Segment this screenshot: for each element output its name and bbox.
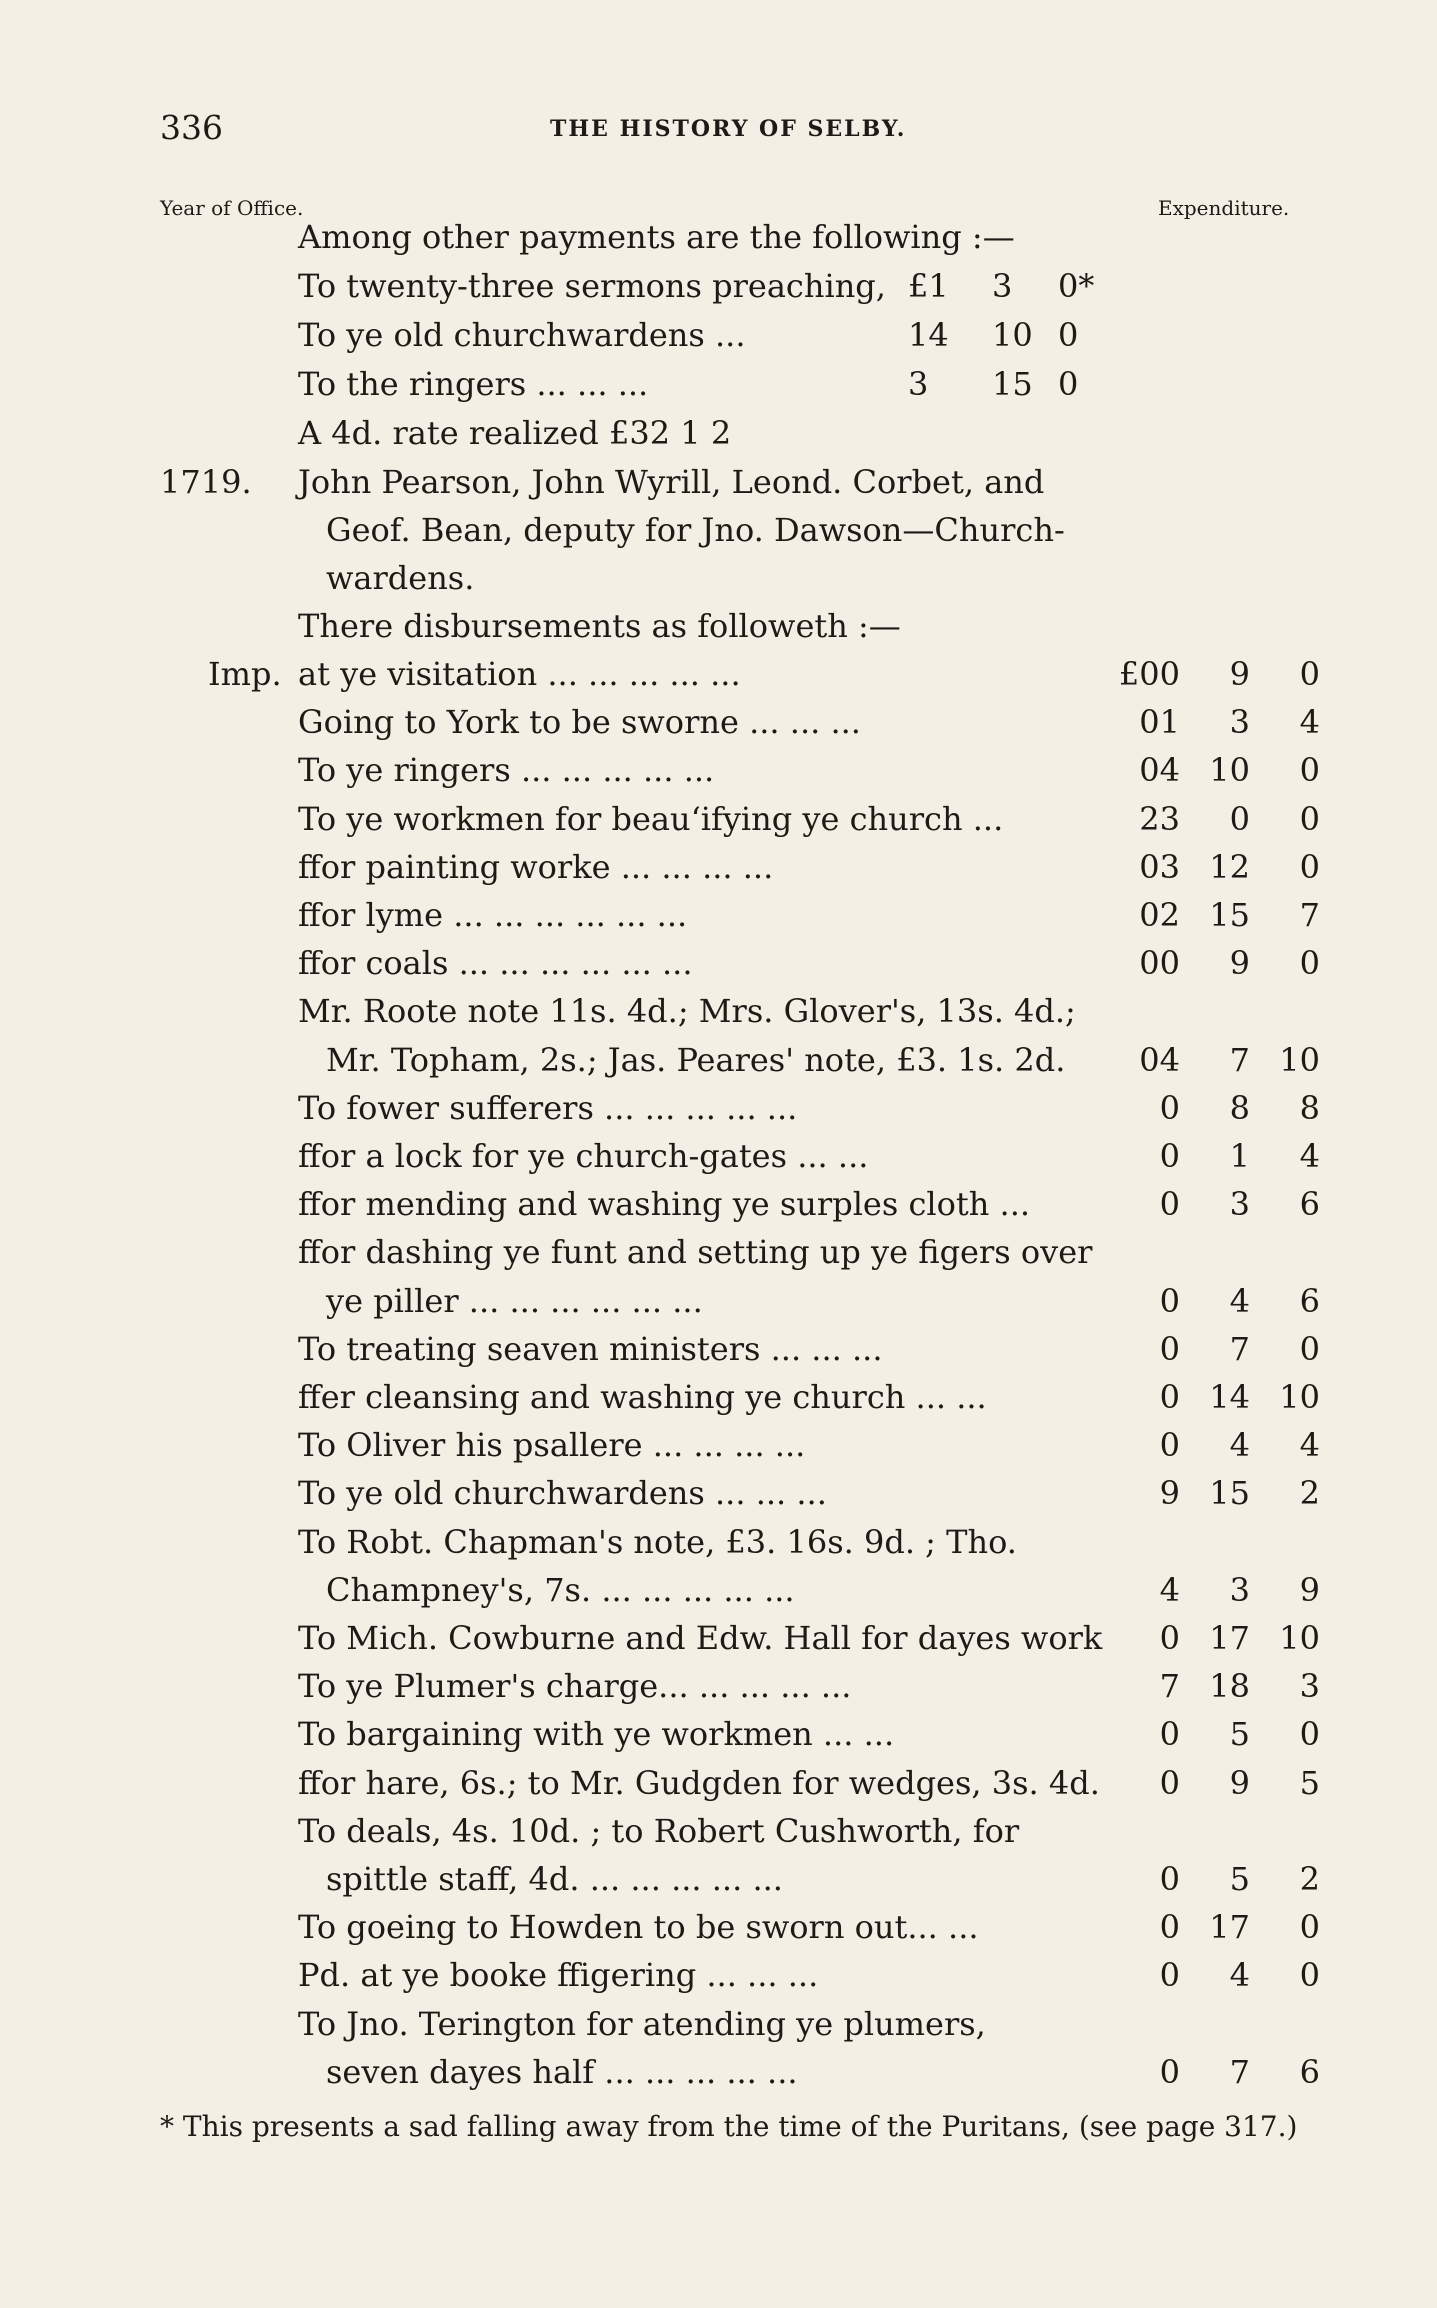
amount-pounds: 0	[1159, 1137, 1180, 1175]
amount-shillings: 3	[1229, 1570, 1250, 1609]
amount-shillings: 3	[1229, 703, 1250, 742]
expenditure-item-text: To ye old churchwardens ... ... ...	[298, 1474, 827, 1513]
amount-pence: 6	[1299, 2052, 1320, 2091]
pre-item-l: £1	[908, 267, 949, 305]
names-line: Geof. Bean, deputy for Jno. Dawson—Church-	[326, 511, 1065, 549]
pre-item-s: 15	[992, 365, 1033, 403]
amount-pounds: 03	[1139, 847, 1180, 886]
amount-shillings: 15	[1209, 896, 1250, 934]
amount-pence: 4	[1299, 703, 1320, 742]
pre-intro: Among other payments are the following :—	[298, 218, 1015, 256]
expenditure-item-text: ffor coals ... ... ... ... ... ...	[298, 944, 693, 983]
amount-pence: 2	[1299, 1474, 1320, 1513]
amount-shillings: 17	[1209, 1619, 1250, 1657]
amount-shillings: 9	[1229, 655, 1250, 693]
expenditure-item-text: To ye workmen for beau‘ifying ye church ...	[298, 799, 1004, 838]
amount-pence: 10	[1279, 1378, 1320, 1416]
pre-item-d: 0	[1058, 365, 1079, 403]
amount-pounds: 04	[1139, 751, 1180, 790]
entry-year: 1719.	[160, 463, 252, 501]
amount-pence: 4	[1299, 1426, 1320, 1465]
amount-pence: 6	[1299, 1185, 1320, 1224]
expenditure-item-continuation: Mr. Topham, 2s.; Jas. Peares' note, £3. 1s. 2d.	[326, 1040, 1066, 1079]
expenditure-item-text: Pd. at ye booke ffigering ... ... ...	[298, 1956, 819, 1995]
amount-shillings: 15	[1209, 1474, 1250, 1513]
pre-item-label: To twenty-three sermons preaching,	[298, 267, 886, 305]
expenditure-item-continuation: spittle staff, 4d. ... ... ... ... ...	[326, 1860, 783, 1898]
amount-pence: 9	[1299, 1570, 1320, 1609]
pre-item-label: To the ringers ... ... ...	[298, 365, 649, 403]
amount-shillings: 4	[1229, 1426, 1250, 1465]
amount-shillings: 12	[1209, 847, 1250, 886]
amount-pounds: 0	[1159, 1715, 1180, 1754]
pre-item-l: 14	[908, 316, 949, 354]
amount-pence: 0	[1299, 944, 1320, 983]
amount-pence: 0	[1299, 1956, 1320, 1995]
expenditure-item-text: To deals, 4s. 10d. ; to Robert Cushworth, for	[298, 1811, 1020, 1850]
expenditure-item-text: To fower sufferers ... ... ... ... ...	[298, 1088, 798, 1127]
amount-pounds: 0	[1159, 1763, 1180, 1802]
expenditure-item-continuation: seven dayes half ... ... ... ... ...	[326, 2052, 798, 2091]
amount-shillings: 4	[1229, 1956, 1250, 1995]
column-heading-expenditure: Expenditure.	[1158, 196, 1290, 220]
amount-pence: 10	[1279, 1040, 1320, 1079]
names-line: John Pearson, John Wyrill, Leond. Corbet, and	[298, 463, 1045, 501]
amount-pounds: 4	[1159, 1570, 1180, 1609]
expenditure-item-text: To Oliver his psallere ... ... ... ...	[298, 1426, 806, 1465]
expenditure-item-text: To Jno. Terington for atending ye plumers,	[298, 2004, 986, 2043]
amount-pounds: 04	[1139, 1040, 1180, 1079]
amount-pounds: 23	[1139, 799, 1180, 838]
amount-shillings: 1	[1229, 1137, 1250, 1175]
amount-shillings: 8	[1229, 1088, 1250, 1127]
expenditure-item-text: Going to York to be sworne ... ... ...	[298, 703, 861, 742]
expenditure-item-continuation: Champney's, 7s. ... ... ... ... ...	[326, 1570, 795, 1609]
amount-pence: 2	[1299, 1860, 1320, 1898]
expenditure-item-text: ffor lyme ... ... ... ... ... ...	[298, 896, 688, 934]
pre-item-s: 3	[992, 267, 1013, 305]
rate-line: A 4d. rate realized £32 1 2	[298, 414, 732, 452]
amount-shillings: 5	[1229, 1860, 1250, 1898]
amount-pounds: 0	[1159, 1378, 1180, 1416]
amount-shillings: 7	[1229, 1329, 1250, 1368]
amount-pence: 0	[1299, 751, 1320, 790]
expenditure-item-continuation: ye piller ... ... ... ... ... ...	[326, 1281, 703, 1320]
amount-pence: 0	[1299, 847, 1320, 886]
amount-shillings: 9	[1229, 1763, 1250, 1802]
expenditure-item-text: To Robt. Chapman's note, £3. 16s. 9d. ; Tho.	[298, 1522, 1017, 1561]
amount-pounds: 0	[1159, 1956, 1180, 1995]
expenditure-item-text: To Mich. Cowburne and Edw. Hall for dayes work	[298, 1619, 1103, 1657]
pre-item-l: 3	[908, 365, 929, 403]
amount-shillings: 7	[1229, 2052, 1250, 2091]
amount-shillings: 3	[1229, 1185, 1250, 1224]
amount-pence: 0	[1299, 1329, 1320, 1368]
amount-pounds: 0	[1159, 1619, 1180, 1657]
expenditure-item-text: ffor dashing ye funt and setting up ye figers over	[298, 1233, 1093, 1272]
amount-pence: 5	[1299, 1763, 1320, 1802]
expenditure-item-text: at ye visitation ... ... ... ... ...	[298, 655, 741, 693]
amount-pence: 4	[1299, 1137, 1320, 1175]
amount-pounds: 0	[1159, 1860, 1180, 1898]
amount-pounds: 7	[1159, 1667, 1180, 1706]
amount-pounds: £00	[1118, 655, 1180, 693]
pre-item-label: To ye old churchwardens ...	[298, 316, 746, 354]
amount-pounds: 01	[1139, 703, 1180, 742]
amount-shillings: 9	[1229, 944, 1250, 983]
expenditure-item-text: Mr. Roote note 11s. 4d.; Mrs. Glover's, 13s. 4d.;	[298, 992, 1076, 1031]
amount-pence: 8	[1299, 1088, 1320, 1127]
running-title: THE HISTORY OF SELBY.	[550, 116, 907, 142]
expenditure-item-text: To ye ringers ... ... ... ... ...	[298, 751, 715, 790]
amount-shillings: 10	[1209, 751, 1250, 790]
amount-pounds: 0	[1159, 2052, 1180, 2091]
amount-pounds: 0	[1159, 1908, 1180, 1947]
amount-pounds: 02	[1139, 896, 1180, 934]
amount-shillings: 4	[1229, 1281, 1250, 1320]
expenditure-item-text: ffer cleansing and washing ye church ... ...	[298, 1378, 987, 1416]
amount-pence: 6	[1299, 1281, 1320, 1320]
expenditure-item-text: ffor a lock for ye church-gates ... ...	[298, 1137, 869, 1175]
amount-pence: 3	[1299, 1667, 1320, 1706]
expenditure-item-text: To ye Plumer's charge... ... ... ... ...	[298, 1667, 852, 1706]
pre-item-d: 0	[1058, 316, 1079, 354]
expenditure-item-text: ffor painting worke ... ... ... ...	[298, 847, 774, 886]
names-line: wardens.	[326, 559, 475, 597]
amount-shillings: 14	[1209, 1378, 1250, 1416]
expenditure-item-text: To treating seaven ministers ... ... ...	[298, 1329, 883, 1368]
page-number: 336	[160, 108, 223, 147]
expenditure-item-text: To bargaining with ye workmen ... ...	[298, 1715, 895, 1754]
column-heading-year: Year of Office.	[160, 196, 304, 220]
disbursements-intro: There disbursements as followeth :—	[298, 607, 901, 645]
amount-shillings: 7	[1229, 1040, 1250, 1079]
amount-pence: 0	[1299, 1908, 1320, 1947]
amount-pounds: 0	[1159, 1185, 1180, 1224]
amount-pounds: 0	[1159, 1426, 1180, 1465]
amount-pounds: 9	[1159, 1474, 1180, 1513]
amount-pence: 0	[1299, 655, 1320, 693]
amount-pence: 10	[1279, 1619, 1320, 1657]
pre-item-s: 10	[992, 316, 1033, 354]
amount-pence: 0	[1299, 799, 1320, 838]
amount-shillings: 18	[1209, 1667, 1250, 1706]
pre-item-d: 0*	[1058, 267, 1095, 305]
amount-shillings: 17	[1209, 1908, 1250, 1947]
amount-shillings: 0	[1229, 799, 1250, 838]
amount-pence: 7	[1299, 896, 1320, 934]
expenditure-item-text: To goeing to Howden to be sworn out... ...	[298, 1908, 979, 1947]
imp-label: Imp.	[208, 655, 282, 693]
amount-shillings: 5	[1229, 1715, 1250, 1754]
amount-pounds: 0	[1159, 1088, 1180, 1127]
amount-pounds: 0	[1159, 1329, 1180, 1368]
amount-pounds: 0	[1159, 1281, 1180, 1320]
expenditure-item-text: ffor mending and washing ye surples cloth ...	[298, 1185, 1031, 1224]
footnote: * This presents a sad falling away from the time of the Puritans, (see page 317.)	[160, 2110, 1298, 2143]
expenditure-item-text: ffor hare, 6s.; to Mr. Gudgden for wedges, 3s. 4d.	[298, 1763, 1100, 1802]
amount-pounds: 00	[1139, 944, 1180, 983]
amount-pence: 0	[1299, 1715, 1320, 1754]
